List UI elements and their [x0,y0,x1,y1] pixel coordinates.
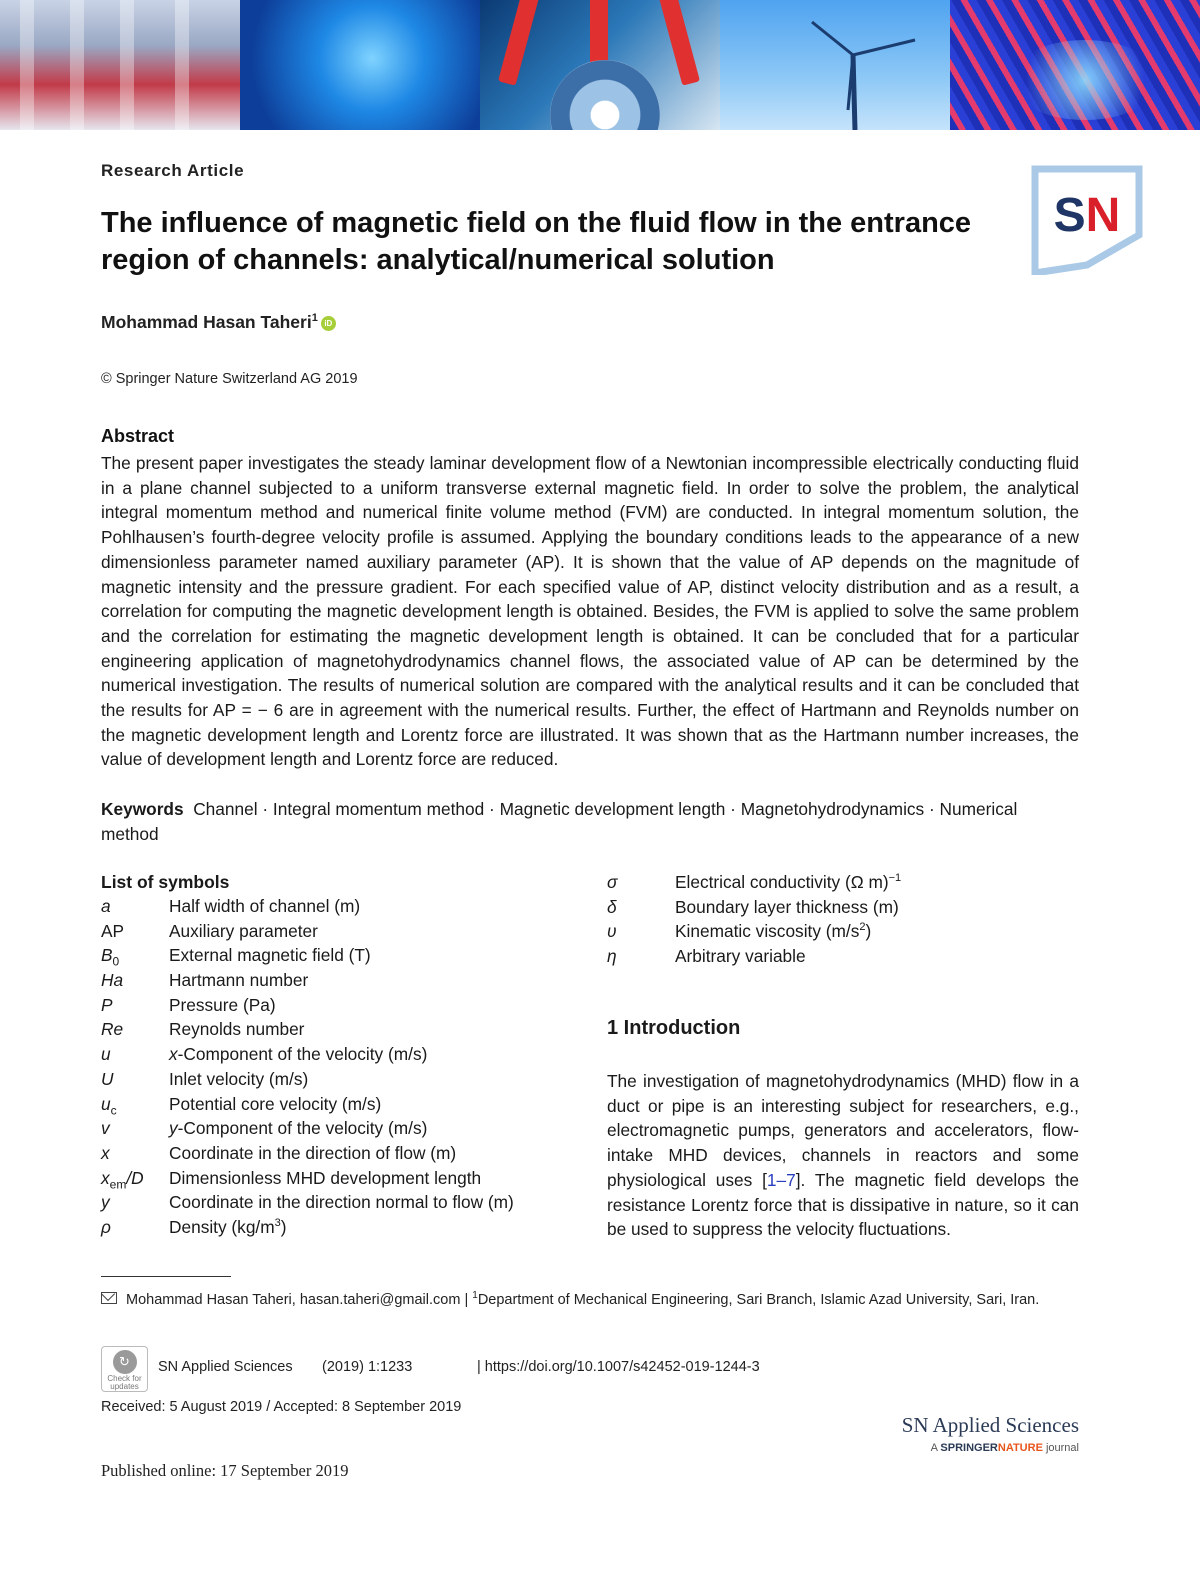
journal-volume: (2019) 1:1233 [322,1359,413,1375]
intro-text-part: ]. The magnetic field develops the resistance Lorentz force that is dissipative in nature, so it can be used to suppress the velocity fluctuations. [607,1169,1079,1240]
symbol-row [101,945,581,970]
symbol-row [101,1217,581,1242]
symbol: v [101,1118,110,1139]
footnote-affiliation: Department of Mechanical Engineering, Sari Branch, Islamic Azad University, Sari, Iran. [477,1291,1040,1308]
symbol: η [607,946,617,967]
symbol: $u_c$ [101,1093,117,1117]
symbol-row [101,995,581,1020]
brand-nature: NATURE [997,1442,1043,1454]
symbol-desc: Coordinate in the direction normal to flow (m) [169,1192,514,1213]
symbol-row [101,1044,581,1069]
received-dates: Received: 5 August 2019 / Accepted: 8 September 2019 [101,1399,462,1415]
symbol: P [101,994,113,1015]
brand-suffix: journal [1045,1442,1079,1454]
footnote-contact: Mohammad Hasan Taheri, hasan.taheri@gmail.com | [126,1291,473,1308]
symbol-desc: Electrical conductivity (Ω m)$^{-1}$ [675,872,902,892]
copyright: © Springer Nature Switzerland AG 2019 [101,371,358,387]
symbol: δ [607,896,617,917]
symbol-desc: Boundary layer thickness (m) [675,896,899,917]
symbol: U [101,1068,114,1089]
symbol: σ [607,872,618,892]
symbol-row [101,1143,581,1168]
symbol-row [101,1094,581,1119]
symbol-desc: Half width of channel (m) [169,896,361,916]
banner-image-molecular [950,0,1200,130]
banner-image-machine [480,0,720,130]
symbol-row [101,1069,581,1094]
symbol-row [607,921,1087,946]
symbol-row [607,897,1087,922]
symbol: Ha [101,970,124,991]
symbol-desc: Hartmann number [169,970,309,991]
symbol-row [607,872,1087,897]
published-date: Published online: 17 September 2019 [101,1461,349,1480]
banner-image-light [240,0,480,130]
symbol-desc: Coordinate in the direction of flow (m) [169,1142,457,1163]
journal-name: SN Applied Sciences [158,1359,293,1375]
header-banner [0,0,1200,130]
journal-brand-name: SN Applied Sciences [901,1413,1079,1437]
check-for-updates-badge[interactable] [101,1346,148,1392]
symbol: AP [101,920,125,941]
symbol-desc: Arbitrary variable [675,946,806,967]
symbol-row [101,970,581,995]
banner-image-wind-turbine [720,0,950,130]
affil-sup: 1 [472,1290,478,1301]
symbol: x [101,1142,110,1163]
symbol-desc: Dimensionless MHD development length [169,1167,482,1188]
brand-springer: SPRINGER [940,1442,998,1454]
symbol-desc: External magnetic field (T) [169,945,371,966]
symbol-row [101,1019,581,1044]
brand-prefix: A [930,1442,938,1454]
author [101,312,336,333]
article-type: Research Article [101,161,245,180]
symbol: $B_0$ [101,945,120,969]
orcid-icon[interactable]: iD [321,316,336,331]
symbol-row [101,1118,581,1143]
footnote-divider [101,1276,231,1277]
symbol: Re [101,1019,124,1040]
symbol: $x_{em}/D$ [101,1167,144,1192]
symbol-desc: Auxiliary parameter [169,920,318,941]
doi-link[interactable]: | https://doi.org/10.1007/s42452-019-1244-3 [477,1359,760,1375]
symbol-desc: x-Component of the velocity (m/s) [169,1044,428,1065]
keywords [101,797,1079,846]
symbol-row [101,1192,581,1217]
symbol-desc: Inlet velocity (m/s) [169,1068,309,1089]
symbol: a [101,896,111,916]
symbols-heading: List of symbols [101,872,230,892]
wind-turbine-icon [720,0,950,130]
footnote [101,1286,1081,1310]
symbol-row [101,921,581,946]
intro-text-part: The investigation of magnetohydrodynamics (MHD) flow in a duct or pipe is an interesting subject for researchers, e.g., electromagnetic pumps, generators and accelerators, flow-intake MHD devices, channels in reactors and some physiological uses [ [607,1071,1079,1190]
envelope-icon [101,1292,117,1304]
symbol-desc: Density $(kg/m^3)$ [169,1216,287,1237]
citation-link[interactable]: 1–7 [766,1169,796,1190]
introduction-heading: 1 Introduction [607,1017,741,1039]
keywords-text: Channel · Integral momentum method · Magnetic development length · Magnetohydrodynamics · Numerical method [101,799,1018,844]
svg-text:SN: SN [1053,189,1121,242]
introduction-text [607,1069,1079,1242]
symbols-list-left [101,896,581,1242]
symbol-desc: Kinematic viscosity $(m/s^2)$ [675,921,872,942]
sn-logo [1031,165,1143,275]
symbol-row [607,946,1087,971]
symbol: y [101,1192,110,1213]
author-affil-sup: 1 [311,312,318,325]
keywords-label: Keywords [101,799,184,819]
symbol: υ [607,921,617,942]
symbol-desc: Potential core velocity (m/s) [169,1093,382,1114]
symbol-desc: Pressure (Pa) [169,994,276,1015]
check-updates-label: Check for updates [107,1374,142,1391]
symbol-desc: y-Component of the velocity (m/s) [169,1118,428,1139]
journal-brand-tagline [800,1442,1079,1454]
banner-image-lab [0,0,240,130]
symbol-row [101,1168,581,1193]
symbol: u [101,1044,111,1065]
symbol-row [101,896,581,921]
symbol: ρ [101,1216,111,1237]
update-icon: ↻ [113,1350,137,1374]
abstract-heading: Abstract [101,426,175,446]
abstract-text: The present paper investigates the steady laminar development flow of a Newtonian incompressible electrically conducting fluid in a plane channel subjected to a uniform transverse external magnetic field. In order to solve the problem, the analytical integral momentum method and numerical finite volume method (FVM) are conducted. In integral momentum solution, the Pohlhausen’s fourth-degree velocity profile is assumed. Applying the boundary conditions leads to the appearance of a new dimensionless parameter named auxiliary parameter (AP). It is shown that the value of AP depends on the magnitude of magnetic intensity and the pressure gradient. For each specified value of AP, distinct velocity distribution and as a result, a correlation for computing the magnetic development length is obtained. Besides, the FVM is applied to solve the same problem and the correlation for estimating the magnetic development length is obtained. It can be concluded that for a particular engineering application of magnetohydrodynamics channel flows, the associated value of AP can be determined by the numerical investigation. The results of numerical solution are compared with the analytical results and it can be concluded that the results for AP = − 6 are in agreement with the numerical results. Further, the effect of Hartmann and Reynolds number on the magnetic development length and Lorentz force are illustrated. It was shown that as the Hartmann number increases, the value of development length and Lorentz force are reduced. [101,453,1079,770]
author-name[interactable]: Mohammad Hasan Taheri [101,312,312,332]
article-title: The influence of magnetic field on the fluid flow in the entrance region of channels: analytical/numerical solution [101,207,972,276]
symbols-list-right [607,872,1087,971]
symbol-desc: Reynolds number [169,1019,305,1040]
